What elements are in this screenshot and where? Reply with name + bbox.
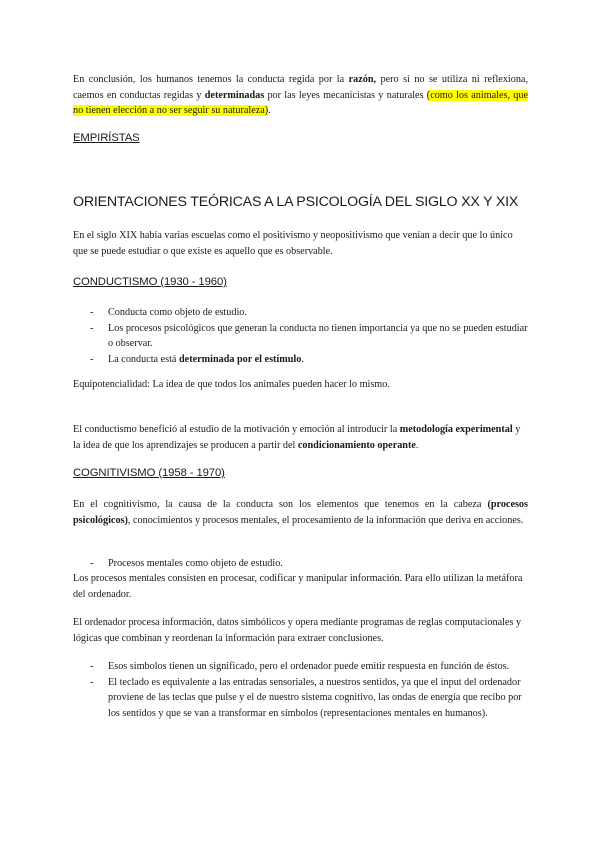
text-run: pero si no se utiliza ni reflexiona, caemos en conductas regidas y	[73, 74, 529, 101]
text-run: .	[415, 439, 419, 451]
equipotencialidad-paragraph: Equipotencialidad: La idea de que todos los animales pueden hacer lo mismo.	[73, 379, 390, 390]
text-run: En conclusión, los humanos tenemos la conducta regida por la	[73, 74, 349, 85]
list-item: - El teclado es equivalente a las entradas sensoriales, a nuestros sentidos, ya que el input del ordenador proviene de las teclas que pulse y el de nuestro sistema cognitivo, las ondas de energía que recibo por los sentidos y que se van a transformar en símbolos (representaciones mentales en humanos).	[73, 675, 528, 722]
cognitivismo-list-2	[73, 659, 528, 721]
text-run: .	[301, 353, 304, 365]
list-item	[73, 352, 528, 368]
text-run: por las leyes mecanicistas y naturales	[264, 89, 427, 101]
list-item: - Los procesos psicológicos que generan la conducta no tienen importancia ya que no se pueden estudiar o observar.	[73, 321, 528, 352]
ordenador-paragraph: El ordenador procesa información, datos simbólicos y opera mediante programas de reglas computacionales y lógicas que combinan y reordenan la información para extraer conclusiones.	[73, 617, 522, 644]
text-run: La conducta está	[108, 353, 179, 365]
main-title: ORIENTACIONES TEÓRICAS A LA PSICOLOGÍA DEL SIGLO XX Y XIX	[73, 194, 519, 210]
cognitivismo-paragraph	[73, 497, 528, 528]
text-run: y la idea de que los aprendizajes se producen a partir del	[73, 424, 521, 451]
empiristas-heading: EMPIRÍSTAS	[73, 132, 140, 144]
conclusion-paragraph	[73, 72, 528, 119]
text-run: , conocimientos y procesos mentales, el procesamiento de la información que deriva en acciones.	[127, 514, 524, 526]
text-run: .	[268, 105, 271, 116]
bold-run: razón,	[348, 74, 377, 85]
list-item: - Conducta como objeto de estudio.	[73, 305, 528, 321]
bold-run: metodología experimental	[399, 424, 513, 435]
conductismo-list	[73, 305, 528, 367]
highlighted-text: (como los animales, que no tienen elección a no ser seguir su naturaleza)	[73, 89, 528, 116]
cognitivismo-list-1	[73, 556, 528, 572]
bold-run: condicionamiento operante	[297, 439, 416, 451]
list-item: - Esos símbolos tienen un significado, pero el ordenador puede emitir respuesta en función de éstos.	[73, 659, 528, 675]
text-run: El conductismo benefició al estudio de la motivación y emoción al introducir la	[73, 424, 400, 435]
procesos-paragraph: Los procesos mentales consisten en procesar, codificar y manipular información. Para ello utilizan la metáfora del ordenador.	[73, 573, 523, 600]
list-item: - Procesos mentales como objeto de estudio.	[73, 556, 528, 572]
conductismo-heading: CONDUCTISMO (1930 - 1960)	[73, 276, 227, 288]
intro-paragraph: En el siglo XIX había varias escuelas como el positivismo y neopositivismo que venían a decir que lo único que se puede estudiar o que existe es aquello que es observable.	[73, 230, 513, 257]
cognitivismo-heading: COGNITIVISMO (1958 - 1970)	[73, 467, 225, 479]
benefit-paragraph	[73, 422, 528, 453]
bold-run: determinadas	[204, 89, 265, 101]
bold-run: (procesos psicológicos)	[73, 499, 528, 526]
bold-run: determinada por el estímulo	[179, 353, 302, 365]
text-run: En el cognitivismo, la causa de la conducta son los elementos que tenemos en la cabeza	[73, 499, 488, 510]
